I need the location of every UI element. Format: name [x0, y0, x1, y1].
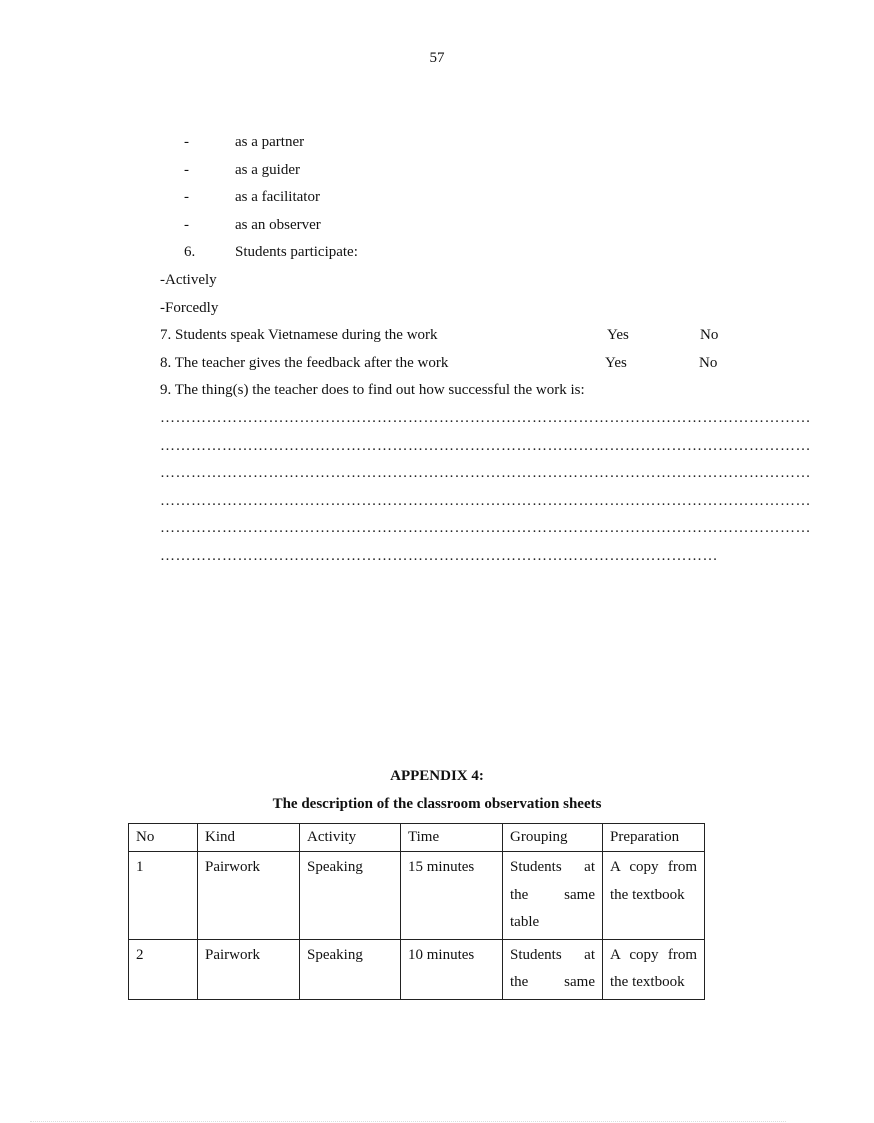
cell-activity: Speaking	[300, 852, 401, 940]
cell-time: 15 minutes	[401, 852, 503, 940]
appendix-subtitle: The description of the classroom observation sheets	[272, 796, 602, 812]
participation-option: -Actively	[160, 272, 217, 288]
role-item: as an observer	[235, 217, 321, 233]
item6-text: Students participate:	[235, 244, 358, 260]
participation-option: -Forcedly	[160, 300, 219, 316]
header-grouping: Grouping	[503, 824, 603, 852]
grouping-line: table	[510, 914, 540, 930]
item7-text: 7. Students speak Vietnamese during the work	[160, 327, 438, 343]
grouping-line: the same	[510, 974, 595, 990]
cell-activity: Speaking	[300, 939, 401, 999]
cell-time: 10 minutes	[401, 939, 503, 999]
header-kind: Kind	[198, 824, 300, 852]
preparation-line: A copy from	[610, 946, 697, 963]
list-bullet: -	[184, 217, 189, 233]
cell-grouping	[503, 852, 603, 940]
dotted-answer-line: ………………………………………………………………………………………………………………	[160, 520, 811, 536]
appendix-title: APPENDIX 4:	[390, 768, 484, 784]
cell-preparation	[603, 939, 705, 999]
dotted-answer-line: ………………………………………………………………………………………………………………	[160, 465, 811, 481]
cell-grouping	[503, 939, 603, 999]
cell-kind: Pairwork	[198, 939, 300, 999]
header-preparation: Preparation	[603, 824, 705, 852]
dotted-answer-line: ………………………………………………………………………………………………………………	[160, 410, 811, 426]
item8-no-option: No	[699, 355, 718, 371]
item7-no-option: No	[700, 327, 719, 343]
list-bullet: -	[184, 134, 189, 150]
header-time: Time	[401, 824, 503, 852]
cell-no: 1	[129, 852, 198, 940]
preparation-line: A copy from	[610, 859, 697, 875]
cell-no: 2	[129, 939, 198, 999]
list-bullet: -	[184, 162, 189, 178]
grouping-line: Students at	[510, 859, 595, 875]
table-row	[129, 852, 705, 940]
table-row	[129, 939, 705, 999]
item-number: 6.	[184, 244, 196, 260]
dotted-answer-line: ………………………………………………………………………………………………………………	[160, 493, 811, 509]
item8-text: 8. The teacher gives the feedback after the work	[160, 355, 449, 371]
observation-table	[128, 823, 705, 1000]
dotted-answer-line: ………………………………………………………………………………………………	[160, 548, 718, 564]
role-item: as a facilitator	[235, 189, 320, 205]
grouping-line: the same	[510, 886, 595, 903]
dotted-answer-line: ………………………………………………………………………………………………………………	[160, 438, 811, 454]
table-header-row	[129, 824, 705, 852]
header-activity: Activity	[300, 824, 401, 852]
role-item: as a guider	[235, 162, 300, 178]
page-bottom-edge	[30, 1121, 786, 1122]
grouping-line: Students at	[510, 946, 595, 963]
item7-yes-option: Yes	[607, 327, 629, 343]
list-bullet: -	[184, 189, 189, 205]
header-no: No	[129, 824, 198, 852]
role-item: as a partner	[235, 134, 305, 150]
preparation-line: the textbook	[610, 974, 685, 990]
item8-yes-option: Yes	[605, 355, 627, 371]
cell-preparation	[603, 852, 705, 940]
cell-kind: Pairwork	[198, 852, 300, 940]
preparation-line: the textbook	[610, 886, 685, 903]
page-number: 57	[429, 50, 445, 66]
item9-text: 9. The thing(s) the teacher does to find out how successful the work is:	[160, 382, 585, 398]
